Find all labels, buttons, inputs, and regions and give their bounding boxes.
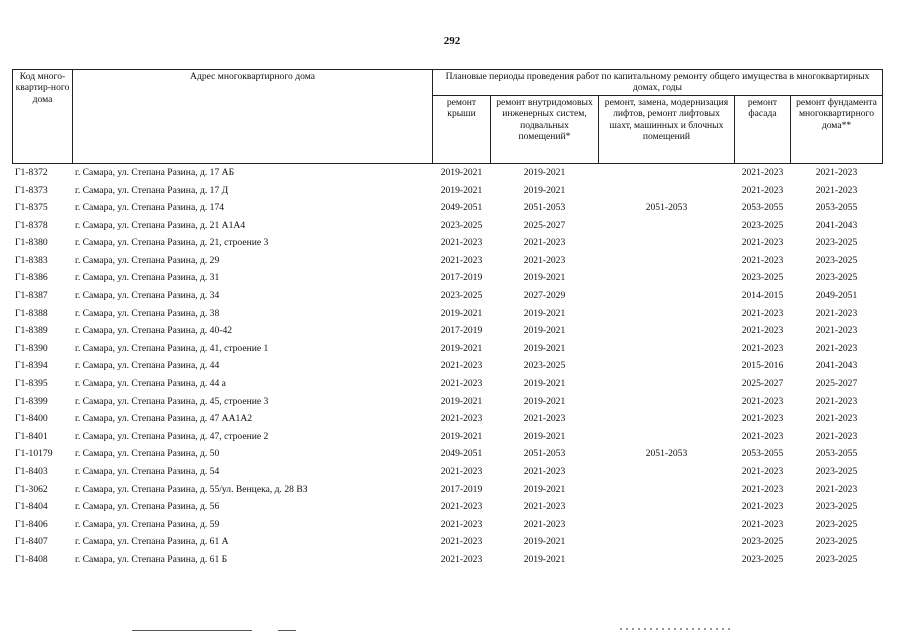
- cell-facade: 2023-2025: [735, 269, 791, 287]
- table-row: [13, 357, 883, 375]
- cell-code: Г1-8389: [13, 322, 73, 340]
- cell-address: г. Самара, ул. Степана Разина, д. 44 а: [73, 375, 433, 393]
- cell-roof: 2021-2023: [433, 234, 491, 252]
- cell-address: г. Самара, ул. Степана Разина, д. 59: [73, 516, 433, 534]
- cell-code: Г1-8401: [13, 428, 73, 446]
- cell-elevator: [599, 234, 735, 252]
- cell-systems: 2019-2021: [491, 322, 599, 340]
- cell-code: Г1-8383: [13, 252, 73, 270]
- cell-facade: 2021-2023: [735, 322, 791, 340]
- table-row: [13, 305, 883, 323]
- header-systems: ремонт внутридомовых инженерных систем, подвальных помещений*: [491, 95, 599, 163]
- cell-roof: 2017-2019: [433, 481, 491, 499]
- cell-systems: 2025-2027: [491, 217, 599, 235]
- cell-code: Г1-8408: [13, 551, 73, 569]
- table-row: [13, 551, 883, 569]
- header-roof: ремонт крыши: [433, 95, 491, 163]
- page-number: 292: [443, 35, 461, 47]
- cell-code: Г1-8406: [13, 516, 73, 534]
- cell-address: г. Самара, ул. Степана Разина, д. 55/ул. Венцека, д. 28 ВЗ: [73, 481, 433, 499]
- cell-roof: 2021-2023: [433, 533, 491, 551]
- cell-systems: 2021-2023: [491, 234, 599, 252]
- cell-systems: 2019-2021: [491, 163, 599, 181]
- cell-roof: 2021-2023: [433, 551, 491, 569]
- cell-code: Г1-8400: [13, 410, 73, 428]
- cell-elevator: [599, 305, 735, 323]
- cell-address: г. Самара, ул. Степана Разина, д. 38: [73, 305, 433, 323]
- cell-facade: 2021-2023: [735, 463, 791, 481]
- cell-facade: 2021-2023: [735, 428, 791, 446]
- header-facade: ремонт фасада: [735, 95, 791, 163]
- cell-code: Г1-8373: [13, 181, 73, 199]
- cell-roof: 2021-2023: [433, 252, 491, 270]
- cell-systems: 2019-2021: [491, 393, 599, 411]
- cell-elevator: [599, 393, 735, 411]
- cell-systems: 2027-2029: [491, 287, 599, 305]
- cell-address: г. Самара, ул. Степана Разина, д. 44: [73, 357, 433, 375]
- cell-address: г. Самара, ул. Степана Разина, д. 45, строение 3: [73, 393, 433, 411]
- header-code: Код много-квартир-ного дома: [13, 70, 73, 164]
- cell-code: Г1-8378: [13, 217, 73, 235]
- cell-address: г. Самара, ул. Степана Разина, д. 56: [73, 498, 433, 516]
- cell-facade: 2021-2023: [735, 516, 791, 534]
- cell-elevator: [599, 463, 735, 481]
- cell-facade: 2023-2025: [735, 217, 791, 235]
- capital-repair-table: [12, 69, 883, 568]
- cell-address: г. Самара, ул. Степана Разина, д. 21 А1А4: [73, 217, 433, 235]
- cell-systems: 2019-2021: [491, 533, 599, 551]
- cell-roof: 2021-2023: [433, 375, 491, 393]
- cell-elevator: [599, 375, 735, 393]
- cell-elevator: [599, 322, 735, 340]
- cell-address: г. Самара, ул. Степана Разина, д. 34: [73, 287, 433, 305]
- cell-roof: 2019-2021: [433, 305, 491, 323]
- table-row: [13, 498, 883, 516]
- footer-scan-marks: [620, 628, 730, 630]
- cell-foundation: 2023-2025: [791, 498, 883, 516]
- cell-address: г. Самара, ул. Степана Разина, д. 50: [73, 445, 433, 463]
- cell-foundation: 2023-2025: [791, 234, 883, 252]
- table-row: [13, 375, 883, 393]
- cell-address: г. Самара, ул. Степана Разина, д. 17 АБ: [73, 163, 433, 181]
- table-row: [13, 428, 883, 446]
- cell-elevator: [599, 287, 735, 305]
- cell-facade: 2021-2023: [735, 305, 791, 323]
- cell-elevator: [599, 163, 735, 181]
- table-row: [13, 533, 883, 551]
- cell-systems: 2051-2053: [491, 445, 599, 463]
- cell-roof: 2021-2023: [433, 516, 491, 534]
- cell-code: Г1-8375: [13, 199, 73, 217]
- cell-elevator: [599, 533, 735, 551]
- cell-code: Г1-8394: [13, 357, 73, 375]
- cell-foundation: 2021-2023: [791, 481, 883, 499]
- cell-foundation: 2053-2055: [791, 199, 883, 217]
- cell-foundation: 2023-2025: [791, 533, 883, 551]
- cell-elevator: [599, 181, 735, 199]
- header-foundation: ремонт фундамента многоквартирного дома**: [791, 95, 883, 163]
- cell-roof: 2023-2025: [433, 217, 491, 235]
- cell-roof: 2049-2051: [433, 199, 491, 217]
- header-address: Адрес многоквартирного дома: [73, 70, 433, 164]
- cell-code: Г1-8372: [13, 163, 73, 181]
- cell-foundation: 2041-2043: [791, 357, 883, 375]
- cell-address: г. Самара, ул. Степана Разина, д. 29: [73, 252, 433, 270]
- cell-foundation: 2023-2025: [791, 551, 883, 569]
- cell-systems: 2021-2023: [491, 252, 599, 270]
- cell-facade: 2021-2023: [735, 252, 791, 270]
- table-row: [13, 181, 883, 199]
- cell-code: Г1-8407: [13, 533, 73, 551]
- cell-elevator: 2051-2053: [599, 445, 735, 463]
- cell-roof: 2049-2051: [433, 445, 491, 463]
- cell-address: г. Самара, ул. Степана Разина, д. 31: [73, 269, 433, 287]
- cell-systems: 2051-2053: [491, 199, 599, 217]
- cell-elevator: [599, 551, 735, 569]
- cell-roof: 2021-2023: [433, 357, 491, 375]
- cell-code: Г1-8388: [13, 305, 73, 323]
- cell-roof: 2021-2023: [433, 498, 491, 516]
- cell-elevator: [599, 481, 735, 499]
- table-row: [13, 199, 883, 217]
- cell-foundation: 2023-2025: [791, 463, 883, 481]
- table-row: [13, 410, 883, 428]
- cell-facade: 2015-2016: [735, 357, 791, 375]
- cell-elevator: [599, 410, 735, 428]
- cell-systems: 2021-2023: [491, 463, 599, 481]
- cell-code: Г1-3062: [13, 481, 73, 499]
- cell-address: г. Самара, ул. Степана Разина, д. 61 Б: [73, 551, 433, 569]
- table-row: [13, 269, 883, 287]
- cell-elevator: 2051-2053: [599, 199, 735, 217]
- table-body: [13, 163, 883, 568]
- cell-roof: 2019-2021: [433, 163, 491, 181]
- cell-code: Г1-8380: [13, 234, 73, 252]
- cell-systems: 2019-2021: [491, 305, 599, 323]
- cell-code: Г1-8395: [13, 375, 73, 393]
- cell-address: г. Самара, ул. Степана Разина, д. 54: [73, 463, 433, 481]
- cell-address: г. Самара, ул. Степана Разина, д. 61 А: [73, 533, 433, 551]
- cell-address: г. Самара, ул. Степана Разина, д. 174: [73, 199, 433, 217]
- header-periods: Плановые периоды проведения работ по капитальному ремонту общего имущества в многоквартирных домах, годы: [433, 70, 883, 96]
- footer-rule-right: [278, 630, 296, 631]
- table-row: [13, 463, 883, 481]
- cell-code: Г1-8399: [13, 393, 73, 411]
- cell-foundation: 2041-2043: [791, 217, 883, 235]
- cell-facade: 2021-2023: [735, 498, 791, 516]
- cell-systems: 2019-2021: [491, 181, 599, 199]
- table-row: [13, 340, 883, 358]
- table-row: [13, 252, 883, 270]
- table-header: [13, 70, 883, 164]
- cell-code: Г1-8387: [13, 287, 73, 305]
- table-row: [13, 516, 883, 534]
- cell-address: г. Самара, ул. Степана Разина, д. 21, строение 3: [73, 234, 433, 252]
- cell-systems: 2021-2023: [491, 410, 599, 428]
- cell-address: г. Самара, ул. Степана Разина, д. 47 АА1А2: [73, 410, 433, 428]
- table-row: [13, 234, 883, 252]
- cell-systems: 2019-2021: [491, 428, 599, 446]
- cell-facade: 2021-2023: [735, 481, 791, 499]
- cell-elevator: [599, 516, 735, 534]
- cell-foundation: 2021-2023: [791, 305, 883, 323]
- cell-roof: 2019-2021: [433, 181, 491, 199]
- cell-roof: 2019-2021: [433, 340, 491, 358]
- cell-address: г. Самара, ул. Степана Разина, д. 47, строение 2: [73, 428, 433, 446]
- table-row: [13, 322, 883, 340]
- table-row: [13, 287, 883, 305]
- cell-systems: 2019-2021: [491, 481, 599, 499]
- cell-elevator: [599, 252, 735, 270]
- table-row: [13, 481, 883, 499]
- header-elevator: ремонт, замена, модернизация лифтов, ремонт лифтовых шахт, машинных и блочных помещений: [599, 95, 735, 163]
- footer-rule-left: [132, 630, 252, 631]
- cell-foundation: 2053-2055: [791, 445, 883, 463]
- cell-facade: 2021-2023: [735, 234, 791, 252]
- cell-facade: 2021-2023: [735, 163, 791, 181]
- cell-facade: 2021-2023: [735, 340, 791, 358]
- table-row: [13, 393, 883, 411]
- cell-roof: 2019-2021: [433, 428, 491, 446]
- cell-systems: 2019-2021: [491, 340, 599, 358]
- cell-foundation: 2023-2025: [791, 269, 883, 287]
- cell-foundation: 2049-2051: [791, 287, 883, 305]
- cell-code: Г1-8404: [13, 498, 73, 516]
- cell-facade: 2014-2015: [735, 287, 791, 305]
- cell-facade: 2023-2025: [735, 551, 791, 569]
- cell-foundation: 2021-2023: [791, 163, 883, 181]
- cell-systems: 2019-2021: [491, 375, 599, 393]
- cell-foundation: 2021-2023: [791, 410, 883, 428]
- cell-foundation: 2021-2023: [791, 393, 883, 411]
- cell-facade: 2025-2027: [735, 375, 791, 393]
- cell-elevator: [599, 498, 735, 516]
- cell-elevator: [599, 357, 735, 375]
- cell-elevator: [599, 217, 735, 235]
- cell-address: г. Самара, ул. Степана Разина, д. 17 Д: [73, 181, 433, 199]
- cell-systems: 2023-2025: [491, 357, 599, 375]
- cell-roof: 2017-2019: [433, 269, 491, 287]
- cell-facade: 2021-2023: [735, 393, 791, 411]
- cell-foundation: 2021-2023: [791, 181, 883, 199]
- cell-roof: 2017-2019: [433, 322, 491, 340]
- cell-foundation: 2025-2027: [791, 375, 883, 393]
- cell-roof: 2019-2021: [433, 393, 491, 411]
- cell-elevator: [599, 269, 735, 287]
- cell-code: Г1-8386: [13, 269, 73, 287]
- cell-systems: 2021-2023: [491, 516, 599, 534]
- table-row: [13, 217, 883, 235]
- cell-address: г. Самара, ул. Степана Разина, д. 41, строение 1: [73, 340, 433, 358]
- cell-roof: 2021-2023: [433, 410, 491, 428]
- cell-foundation: 2021-2023: [791, 428, 883, 446]
- table-row: [13, 163, 883, 181]
- cell-foundation: 2023-2025: [791, 252, 883, 270]
- cell-facade: 2021-2023: [735, 410, 791, 428]
- cell-elevator: [599, 428, 735, 446]
- cell-address: г. Самара, ул. Степана Разина, д. 40-42: [73, 322, 433, 340]
- cell-facade: 2053-2055: [735, 199, 791, 217]
- cell-systems: 2019-2021: [491, 551, 599, 569]
- cell-code: Г1-8403: [13, 463, 73, 481]
- table-row: [13, 445, 883, 463]
- cell-facade: 2053-2055: [735, 445, 791, 463]
- cell-foundation: 2023-2025: [791, 516, 883, 534]
- cell-foundation: 2021-2023: [791, 340, 883, 358]
- cell-roof: 2021-2023: [433, 463, 491, 481]
- cell-roof: 2023-2025: [433, 287, 491, 305]
- cell-facade: 2023-2025: [735, 533, 791, 551]
- cell-systems: 2019-2021: [491, 269, 599, 287]
- cell-facade: 2021-2023: [735, 181, 791, 199]
- cell-foundation: 2021-2023: [791, 322, 883, 340]
- cell-systems: 2021-2023: [491, 498, 599, 516]
- cell-code: Г1-10179: [13, 445, 73, 463]
- cell-elevator: [599, 340, 735, 358]
- cell-code: Г1-8390: [13, 340, 73, 358]
